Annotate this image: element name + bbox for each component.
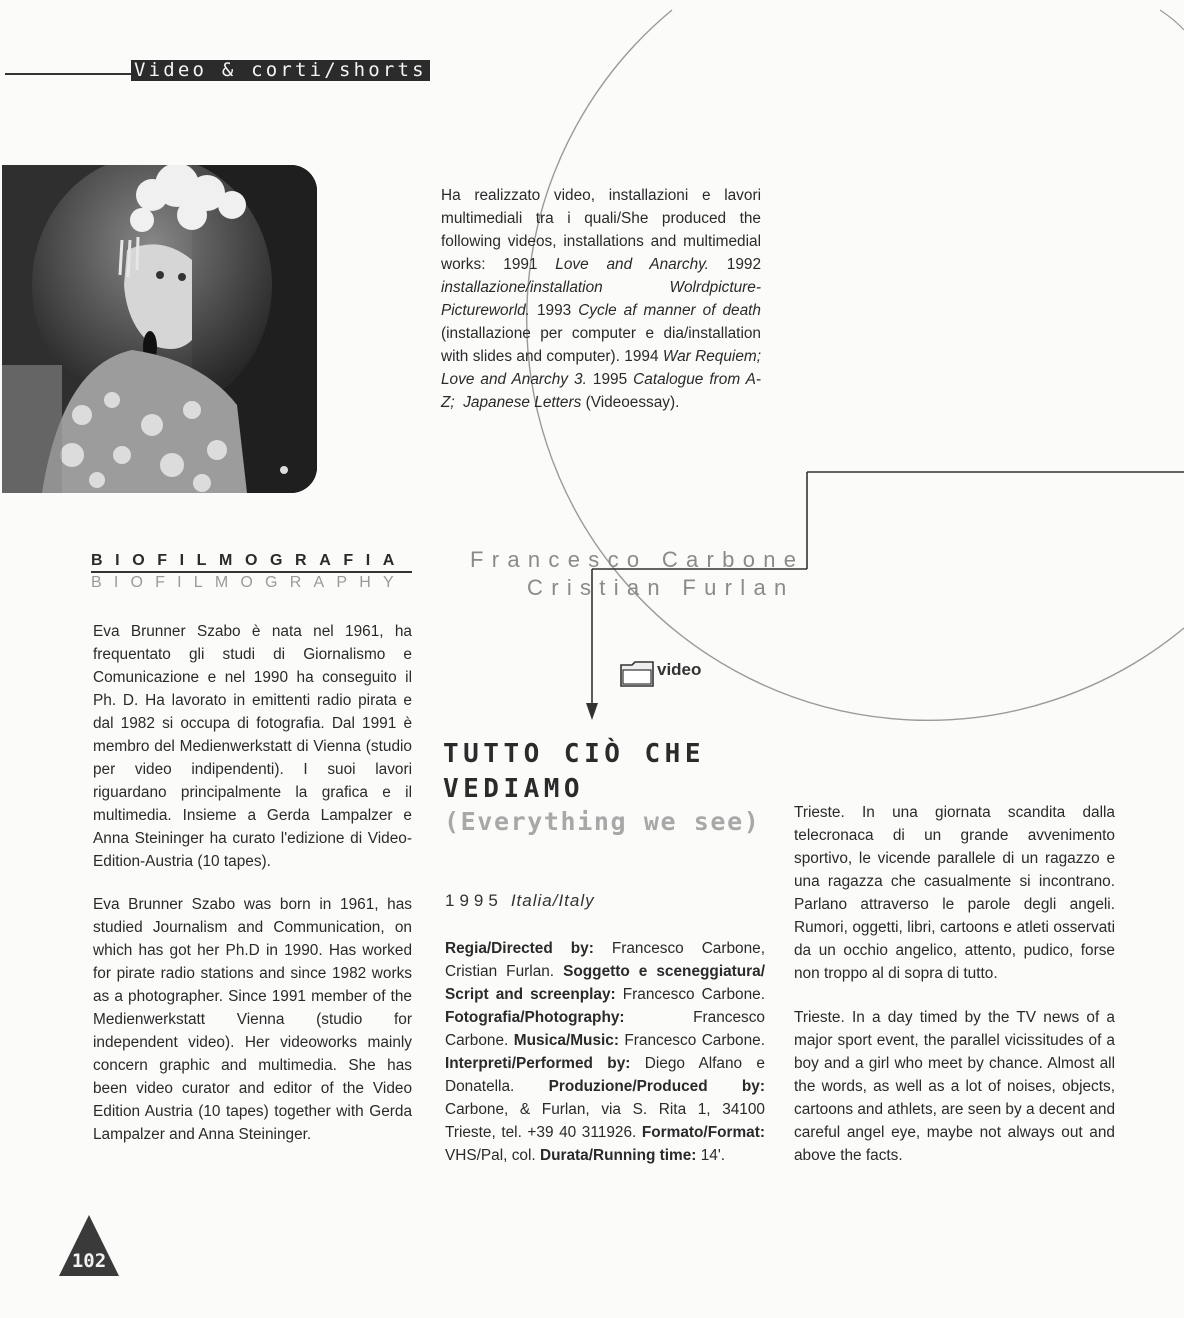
page-number: 102 (71, 1250, 107, 1272)
page-number-badge (58, 1213, 120, 1277)
bio-heading-en: BIOFILMOGRAPHY (91, 574, 406, 591)
category-label: video (657, 660, 702, 679)
bio-heading-it: BIOFILMOGRAFIA (91, 552, 407, 569)
header-rule (5, 73, 135, 75)
film-year-country (445, 891, 595, 911)
bio-text-en: Eva Brunner Szabo was born in 1961, has studied Journalism and Communication, on which has got her Ph.D in 1990. Has worked for pirate radio stations and since 1982 works as a photographer. Since 1991 member of the Medienwerkstatt Vienna (studio for independent video). Her videoworks mainly concern graphic and multimedia. She has been video curator and editor of the Video Edition Austria (10 tapes) together with Gerda Lampalzer and Anna Steininger. (93, 896, 412, 1143)
bio-heading-rule (91, 571, 412, 573)
film-title-it: TUTTO CIÒ CHE VEDIAMO (443, 739, 705, 804)
works-paragraph: Ha realizzato video, installazioni e lavori multimediali tra i quali/She produced the following videos, installations and multimedial works: 1991 Love and Anarchy. 1992 installazione/installation Wolrdpicture-Pictureworld. 1993 Cycle af manner of death (installazione per computer e dia/installation with slides and computer). 1994 War Requiem; Love and Anarchy 3. 1995 Catalogue from A-Z; Japanese Letters (Videoessay). (441, 187, 761, 411)
director-photo (2, 165, 317, 493)
film-year: 1995 (445, 891, 503, 910)
bio-text-it: Eva Brunner Szabo è nata nel 1961, ha frequentato gli studi di Giornalismo e Comunicazione e nel 1990 ha conseguito il Ph. D. Ha lavorato in emittenti radio pirata e dal 1982 si occupa di fotografia. Dal 1991 è membro del Medienwerkstatt di Vienna (studio per video indipendenti). I suoi lavori riguardano principalmente la grafica e il multimedia. Insieme a Gerda Lampalzer e Anna Steininger ha curato l'edizione di Video-Edition-Austria (10 tapes). (93, 623, 412, 870)
film-credits: Regia/Directed by: Francesco Carbone, Cristian Furlan. Soggetto e sceneggiatura/ Script and screenplay: Francesco Carbone. Fotografia/Photography: Francesco Carbone. Musica/Music: Francesco Carbone. Interpreti/Performed by: Diego Alfano e Donatella. Produzione/Produced by: Carbone, & Furlan, via S. Rita 1, 34100 Trieste, tel. +39 40 311926. Formato/Format: VHS/Pal, col. Durata/Running time: 14'. (445, 940, 766, 1164)
section-title: Video & corti/shorts (131, 60, 430, 81)
folder-icon (620, 661, 654, 687)
film-country: Italia/Italy (510, 891, 595, 910)
film-title-en: (Everything we see) (444, 807, 761, 836)
synopsis-it: Trieste. In una giornata scandita dalla telecronaca di un grande avvenimento sportivo, le vicende parallele di un ragazzo e una ragazza che casualmente si incontrano. Parlano attraverso le parole degli angeli. Rumori, oggetti, libri, cartoons e atleti osservati da un occhio angelico, attento, pudico, forse non troppo al di sopra di tutto. (794, 804, 1115, 982)
director-name-2: Cristian Furlan (527, 575, 795, 600)
synopsis-en: Trieste. In a day timed by the TV news of a major sport event, the parallel vicissitudes of a boy and a girl who meet by chance. Almost all the words, as well as a lot of noises, objects, cartoons and athlets, are seen by a decent and careful angel eye, maybe not always out and above the facts. (794, 1009, 1115, 1164)
director-name-1: Francesco Carbone (470, 547, 805, 572)
